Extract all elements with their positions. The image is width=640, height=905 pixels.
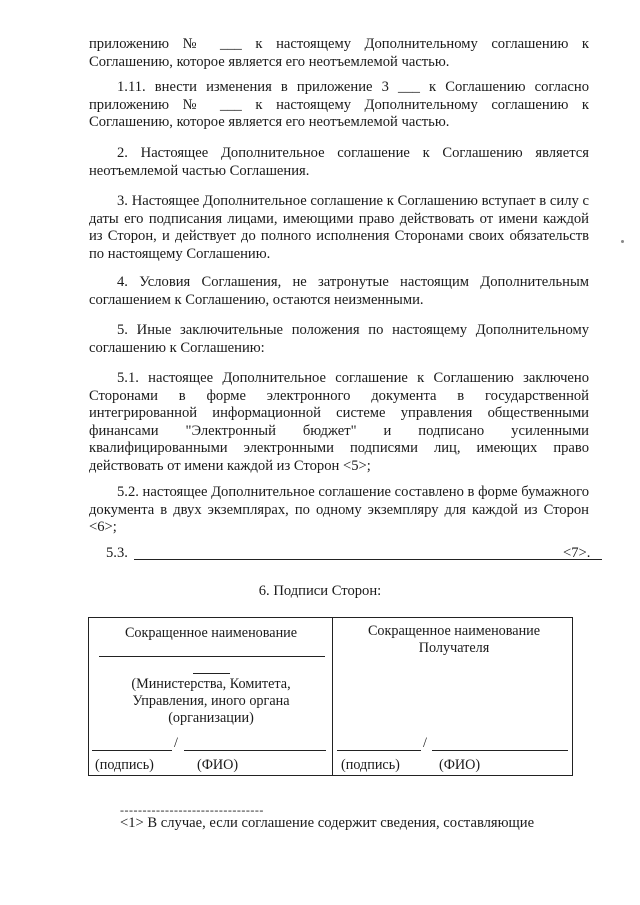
- paragraph-3: 3. Настоящее Дополнительное соглашение к Соглашению вступает в силу с даты его подписания лицами, имеющими право действовать от имени каждой из Сторон, и действует до полного исполнения Сторонами своих обязательств по настоящему Соглашению.: [89, 193, 589, 262]
- footnote-1: <1> В случае, если соглашение содержит сведения, составляющие: [120, 815, 535, 831]
- right-party-heading: Сокращенное наименование Получателя: [367, 623, 541, 656]
- right-sign-line: [337, 750, 421, 751]
- left-sign-line: [92, 750, 172, 751]
- right-sign-label: (подпись): [341, 757, 400, 773]
- paragraph-5: 5. Иные заключительные положения по настоящему Дополнительному соглашению к Соглашению:: [89, 322, 589, 356]
- right-fio-label: (ФИО): [439, 757, 481, 773]
- signature-table: [88, 617, 573, 776]
- left-name-line: [99, 656, 325, 657]
- blank-line: [134, 559, 602, 560]
- paragraph-1-11: 1.11. внести изменения в приложение 3 ___ к Соглашению согласно приложению № ___ к настоящему Дополнительному соглашению к Соглашению, которое является его неотъемлемой частью.: [89, 79, 589, 130]
- right-slash: /: [423, 735, 427, 751]
- footnote-separator: --------------------------------: [120, 803, 264, 817]
- left-fio-label: (ФИО): [197, 757, 239, 773]
- item-5-3-number: 5.3.: [106, 545, 128, 561]
- paragraph-5-1: 5.1. настоящее Дополнительное соглашение к Соглашению заключено Сторонами в форме электронного документа в государственной интегрированной информационной системе управления общественными финансами "Электронный бюджет" и подписано усиленными квалифицированными электронными подписями лиц, имеющих право действовать от имени каждой из Сторон <5>;: [89, 370, 589, 474]
- paragraph-intro: приложению № ___ к настоящему Дополнительному соглашению к Соглашению, которое является его неотъемлемой частью.: [89, 36, 589, 70]
- footnote-ref-7: <7>.: [563, 545, 591, 561]
- column-divider: [332, 618, 333, 775]
- left-name-line-2: [193, 673, 230, 674]
- paragraph-2: 2. Настоящее Дополнительное соглашение к Соглашению является неотъемлемой частью Соглашения.: [89, 145, 589, 179]
- section-title: 6. Подписи Сторон:: [258, 583, 382, 599]
- left-party-heading: Сокращенное наименование: [124, 625, 298, 641]
- left-party-subtitle: (Министерства, Комитета, Управления, иного органа (организации): [131, 676, 291, 726]
- left-sign-label: (подпись): [95, 757, 154, 773]
- right-fio-line: [432, 750, 568, 751]
- scan-speck: [621, 240, 624, 243]
- paragraph-4: 4. Условия Соглашения, не затронутые настоящим Дополнительным соглашением к Соглашению, остаются неизменными.: [89, 274, 589, 308]
- left-fio-line: [184, 750, 326, 751]
- left-slash: /: [174, 735, 178, 751]
- paragraph-5-2: 5.2. настоящее Дополнительное соглашение составлено в форме бумажного документа в двух экземплярах, по одному экземпляру для каждой из Сторон <6>;: [89, 484, 589, 535]
